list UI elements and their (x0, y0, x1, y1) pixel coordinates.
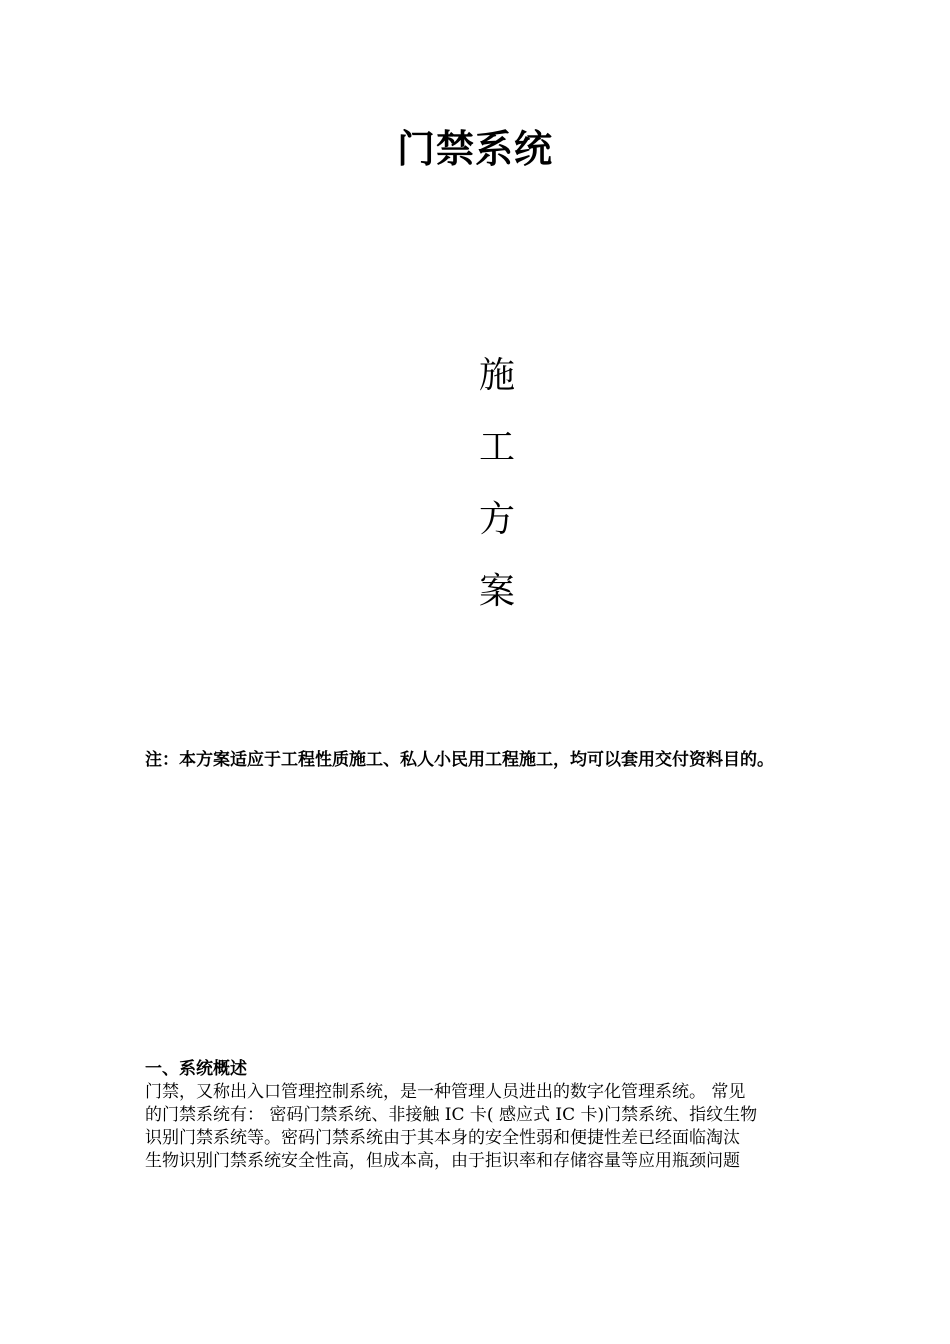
document-title: 门禁系统 (396, 127, 553, 171)
applicability-note: 注：本方案适应于工程性质施工、私人小民用工程施工，均可以套用交付资料目的。 (145, 750, 774, 770)
body-text-line: 门禁，又称出入口管理控制系统，是一种管理人员进出的数字化管理系统。 常见 (145, 1082, 746, 1102)
body-text-line: 的门禁系统有： 密码门禁系统、非接触 IC 卡( 感应式 IC 卡)门禁系统、指纹生物 (145, 1105, 758, 1125)
body-text-line: 生物识别门禁系统安全性高，但成本高，由于拒识率和存储容量等应用瓶颈问题 (145, 1151, 740, 1171)
vertical-subtitle-char: 施 (478, 355, 515, 396)
vertical-subtitle-char: 工 (478, 427, 515, 468)
vertical-subtitle-char: 案 (478, 571, 515, 612)
vertical-subtitle-char: 方 (478, 499, 515, 540)
section-body (145, 1081, 810, 1173)
body-text-line: 识别门禁系统等。密码门禁系统由于其本身的安全性弱和便捷性差已经面临淘汰 (145, 1128, 740, 1148)
vertical-subtitle (0, 340, 950, 628)
section-heading: 一、系统概述 (145, 1059, 247, 1079)
